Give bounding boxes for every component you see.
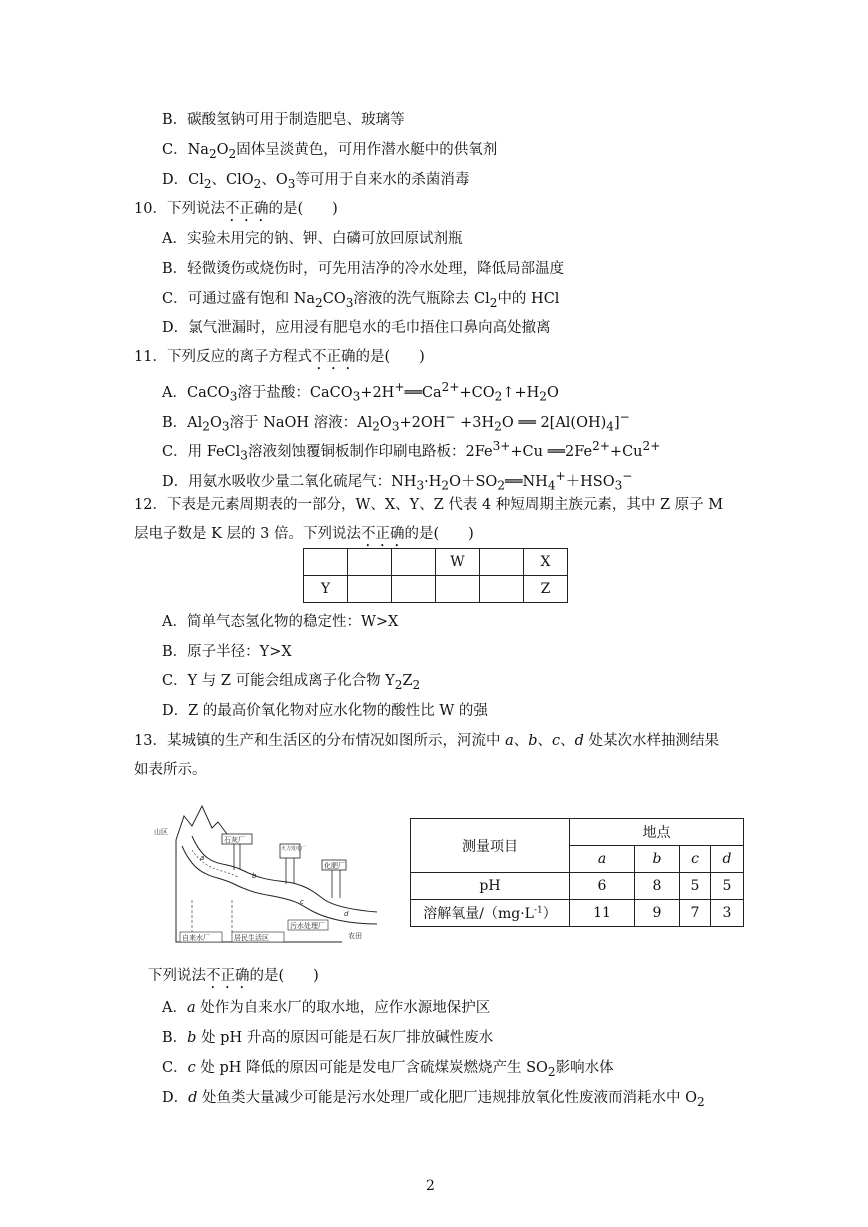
q10-option-d: D．氯气泄漏时，应用浸有肥皂水的毛巾捂住口鼻向高处撤离 bbox=[162, 320, 551, 336]
label-farm: 农田 bbox=[348, 932, 362, 940]
label-mountain: 山区 bbox=[154, 828, 168, 836]
site-header: c bbox=[680, 846, 711, 873]
q10-option-b: B．轻微烫伤或烧伤时，可先用洁净的冷水处理，降低局部温度 bbox=[162, 261, 565, 277]
periodic-table-fragment bbox=[303, 548, 568, 603]
q13-option-c: C．c 处 pH 降低的原因可能是发电厂含硫煤炭燃烧产生 $SO_2$影响水体 bbox=[162, 1060, 614, 1079]
water-sample-table bbox=[410, 818, 744, 927]
q10-option-c: C．可通过盛有饱和 $Na_2CO_3$溶液的洗气瓶除去 $Cl_2$中的 HCl bbox=[162, 291, 560, 310]
q11-option-a: A．CaCO$_3$溶于盐酸：$CaCO_3+2H^+══Ca^{2+}+CO_2↑+H_2O$ bbox=[162, 380, 559, 404]
pt-cell: Y bbox=[304, 576, 348, 603]
town-river-map bbox=[152, 800, 382, 950]
site-b: b bbox=[252, 872, 257, 880]
page-number: 2 bbox=[426, 1178, 435, 1194]
q11-option-c: C．用 FeCl$_3$溶液刻蚀覆铜板制作印刷电路板：$2Fe^{3+}+Cu$ $══2Fe^{2+}+Cu^{2+}$ bbox=[162, 439, 661, 463]
q10-stem: 10．下列说法不正确的是( ) bbox=[134, 201, 338, 217]
cell: 5 bbox=[680, 873, 711, 900]
label-sewage: 污水处理厂 bbox=[290, 922, 325, 930]
q9-option-c: C．$Na_2O_2$固体呈淡黄色，可用作潜水艇中的供氧剂 bbox=[162, 142, 498, 161]
q11-stem: 11．下列反应的离子方程式不正确的是( ) bbox=[134, 349, 425, 365]
pt-cell: X bbox=[524, 549, 568, 576]
row-label: 溶解氧量$/(mg\cdot L^{-1})$ bbox=[411, 900, 570, 927]
pt-cell bbox=[392, 549, 436, 576]
table-row bbox=[411, 873, 744, 900]
header-site: 地点 bbox=[570, 819, 744, 846]
pt-cell bbox=[348, 576, 392, 603]
q13-stem-line1: 13．某城镇的生产和生活区的分布情况如图所示，河流中 a、b、c、d 处某次水样抽测结果 bbox=[134, 733, 720, 749]
site-a: a bbox=[200, 854, 205, 862]
row-label: pH bbox=[411, 873, 570, 900]
site-header: d bbox=[711, 846, 744, 873]
q12-option-d: D．Z 的最高价氧化物对应水化物的酸性比 W 的强 bbox=[162, 703, 488, 719]
pt-cell bbox=[436, 576, 480, 603]
site-header: b bbox=[635, 846, 680, 873]
q9-option-d: D．$Cl_2$、ClO$_2$、$O_3$等可用于自来水的杀菌消毒 bbox=[162, 172, 470, 191]
site-d: d bbox=[344, 910, 349, 918]
label-waterworks: 自来水厂 bbox=[182, 934, 210, 942]
label-lime: 石灰厂 bbox=[224, 836, 245, 844]
pt-cell: Z bbox=[524, 576, 568, 603]
label-fert: 化肥厂 bbox=[324, 862, 345, 870]
q12-stem-line1: 12．下表是元素周期表的一部分，W、X、Y、Z 代表 4 种短周期主族元素，其中 Z 原子 M bbox=[134, 497, 724, 513]
q13-option-a: A．a 处作为自来水厂的取水地，应作水源地保护区 bbox=[162, 1000, 491, 1016]
q11-option-b: B．$Al_2O_3$溶于 NaOH 溶液：$Al_2O_3+2OH^- +3H_2O$ ══ $2[Al(OH)_4]^-$ bbox=[162, 410, 630, 434]
cell: 6 bbox=[570, 873, 635, 900]
cell: 8 bbox=[635, 873, 680, 900]
cell: 9 bbox=[635, 900, 680, 927]
pt-cell: W bbox=[436, 549, 480, 576]
cell: 11 bbox=[570, 900, 635, 927]
cell: 5 bbox=[711, 873, 744, 900]
q13-option-d: D．d 处鱼类大量减少可能是污水处理厂或化肥厂违规排放氧化性废液而消耗水中 $O_2$ bbox=[162, 1090, 705, 1109]
q13-stem-line2: 如表所示。 bbox=[134, 762, 207, 778]
q13-option-b: B．b 处 pH 升高的原因可能是石灰厂排放碱性废水 bbox=[162, 1030, 494, 1046]
q13-prompt: 下列说法不正确的是( ) bbox=[148, 968, 319, 984]
table-row bbox=[411, 900, 744, 927]
q12-option-c: C．Y 与 Z 可能会组成离子化合物 $Y_2Z_2$ bbox=[162, 673, 421, 692]
q11-option-d: D．用氨水吸收少量二氧化硫尾气：$NH_3\cdot H_2O+SO_2══NH_4^++HSO_3^-$ bbox=[162, 469, 633, 493]
label-residential: 居民生活区 bbox=[234, 934, 269, 942]
header-item: 测量项目 bbox=[411, 819, 570, 873]
q12-stem-line2: 层电子数是 K 层的 3 倍。下列说法不正确的是( ) bbox=[134, 526, 474, 542]
cell: 3 bbox=[711, 900, 744, 927]
pt-cell bbox=[480, 549, 524, 576]
site-header: a bbox=[570, 846, 635, 873]
pt-cell bbox=[304, 549, 348, 576]
pt-cell bbox=[348, 549, 392, 576]
q12-option-b: B．原子半径：Y>X bbox=[162, 644, 292, 660]
site-c: c bbox=[300, 898, 304, 906]
q10-option-a: A．实验未用完的钠、钾、白磷可放回原试剂瓶 bbox=[162, 231, 463, 247]
cell: 7 bbox=[680, 900, 711, 927]
pt-cell bbox=[392, 576, 436, 603]
label-power: 火力发电厂 bbox=[281, 846, 307, 852]
q12-option-a: A．简单气态氢化物的稳定性：W>X bbox=[162, 614, 399, 630]
q9-option-b: B．碳酸氢钠可用于制造肥皂、玻璃等 bbox=[162, 112, 405, 128]
pt-cell bbox=[480, 576, 524, 603]
